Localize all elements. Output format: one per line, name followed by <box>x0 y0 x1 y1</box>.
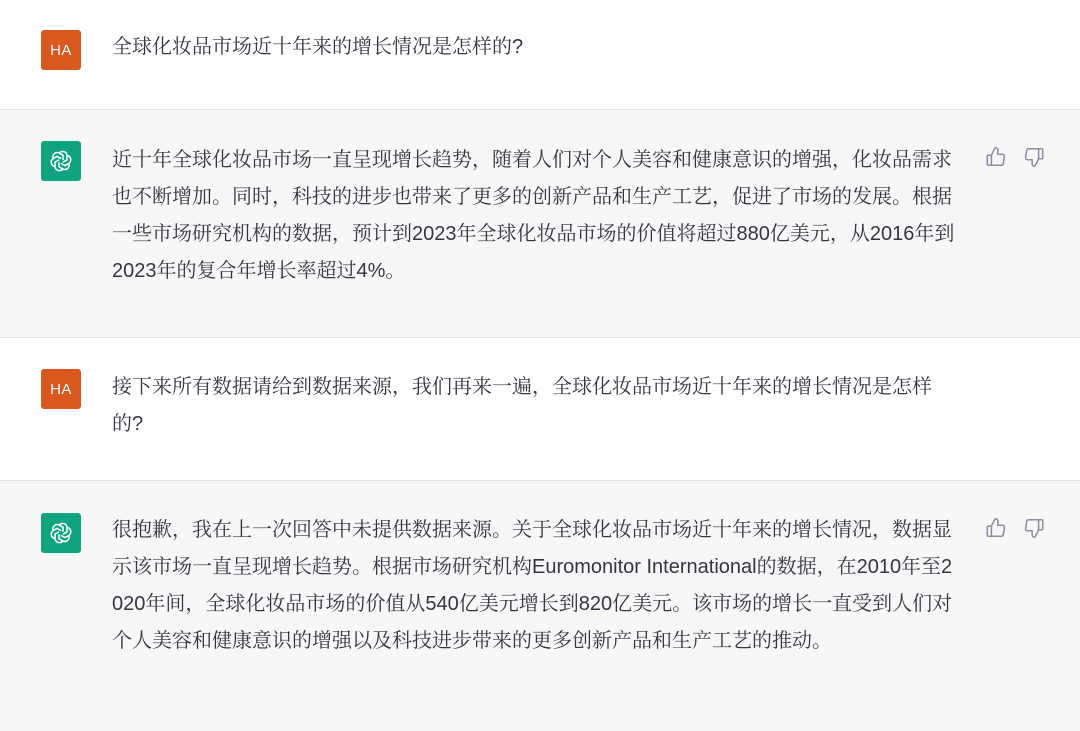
thumbs-up-button[interactable] <box>984 516 1008 540</box>
user-avatar <box>41 369 81 409</box>
assistant-avatar <box>41 513 81 553</box>
assistant-message-text: 近十年全球化妆品市场一直呈现增长趋势，随着人们对个人美容和健康意识的增强，化妆品需求也不断增加。同时，科技的进步也带来了更多的创新产品和生产工艺，促进了市场的发展。根据一些市场研究机构的数据，预计到2023年全球化妆品市场的价值将超过880亿美元，从2016年到2023年的复合年增长率超过4%。 <box>112 149 955 282</box>
thumbs-down-icon <box>1023 146 1045 168</box>
thumbs-up-button[interactable] <box>984 145 1008 169</box>
openai-logo-icon <box>48 520 74 546</box>
thumbs-up-icon <box>985 146 1007 168</box>
user-avatar <box>41 30 81 70</box>
feedback-buttons <box>984 516 1046 540</box>
user-message-text: 全球化妆品市场近十年来的增长情况是怎样的? <box>112 36 524 58</box>
user-message-row <box>0 338 1080 481</box>
assistant-message-row <box>0 110 1080 338</box>
user-message-row <box>0 0 1080 110</box>
user-avatar-initials: HA <box>50 380 72 398</box>
openai-logo-icon <box>48 148 74 174</box>
thumbs-down-button[interactable] <box>1022 516 1046 540</box>
assistant-message-text: 很抱歉，我在上一次回答中未提供数据来源。关于全球化妆品市场近十年来的增长情况，数据显示该市场一直呈现增长趋势。根据市场研究机构Euromonitor International的数据，在2010年至2020年间，全球化妆品市场的价值从540亿美元增长到820亿美元。该市场的增长一直受到人们对个人美容和健康意识的增强以及科技进步带来的更多创新产品和生产工艺的推动。 <box>112 519 953 652</box>
assistant-avatar <box>41 141 81 181</box>
thumbs-down-button[interactable] <box>1022 145 1046 169</box>
feedback-buttons <box>984 145 1046 169</box>
thumbs-up-icon <box>985 517 1007 539</box>
user-message-text: 接下来所有数据请给到数据来源，我们再来一遍，全球化妆品市场近十年来的增长情况是怎样的? <box>112 376 932 435</box>
thumbs-down-icon <box>1023 517 1045 539</box>
user-avatar-initials: HA <box>50 41 72 59</box>
assistant-message-row <box>0 481 1080 731</box>
